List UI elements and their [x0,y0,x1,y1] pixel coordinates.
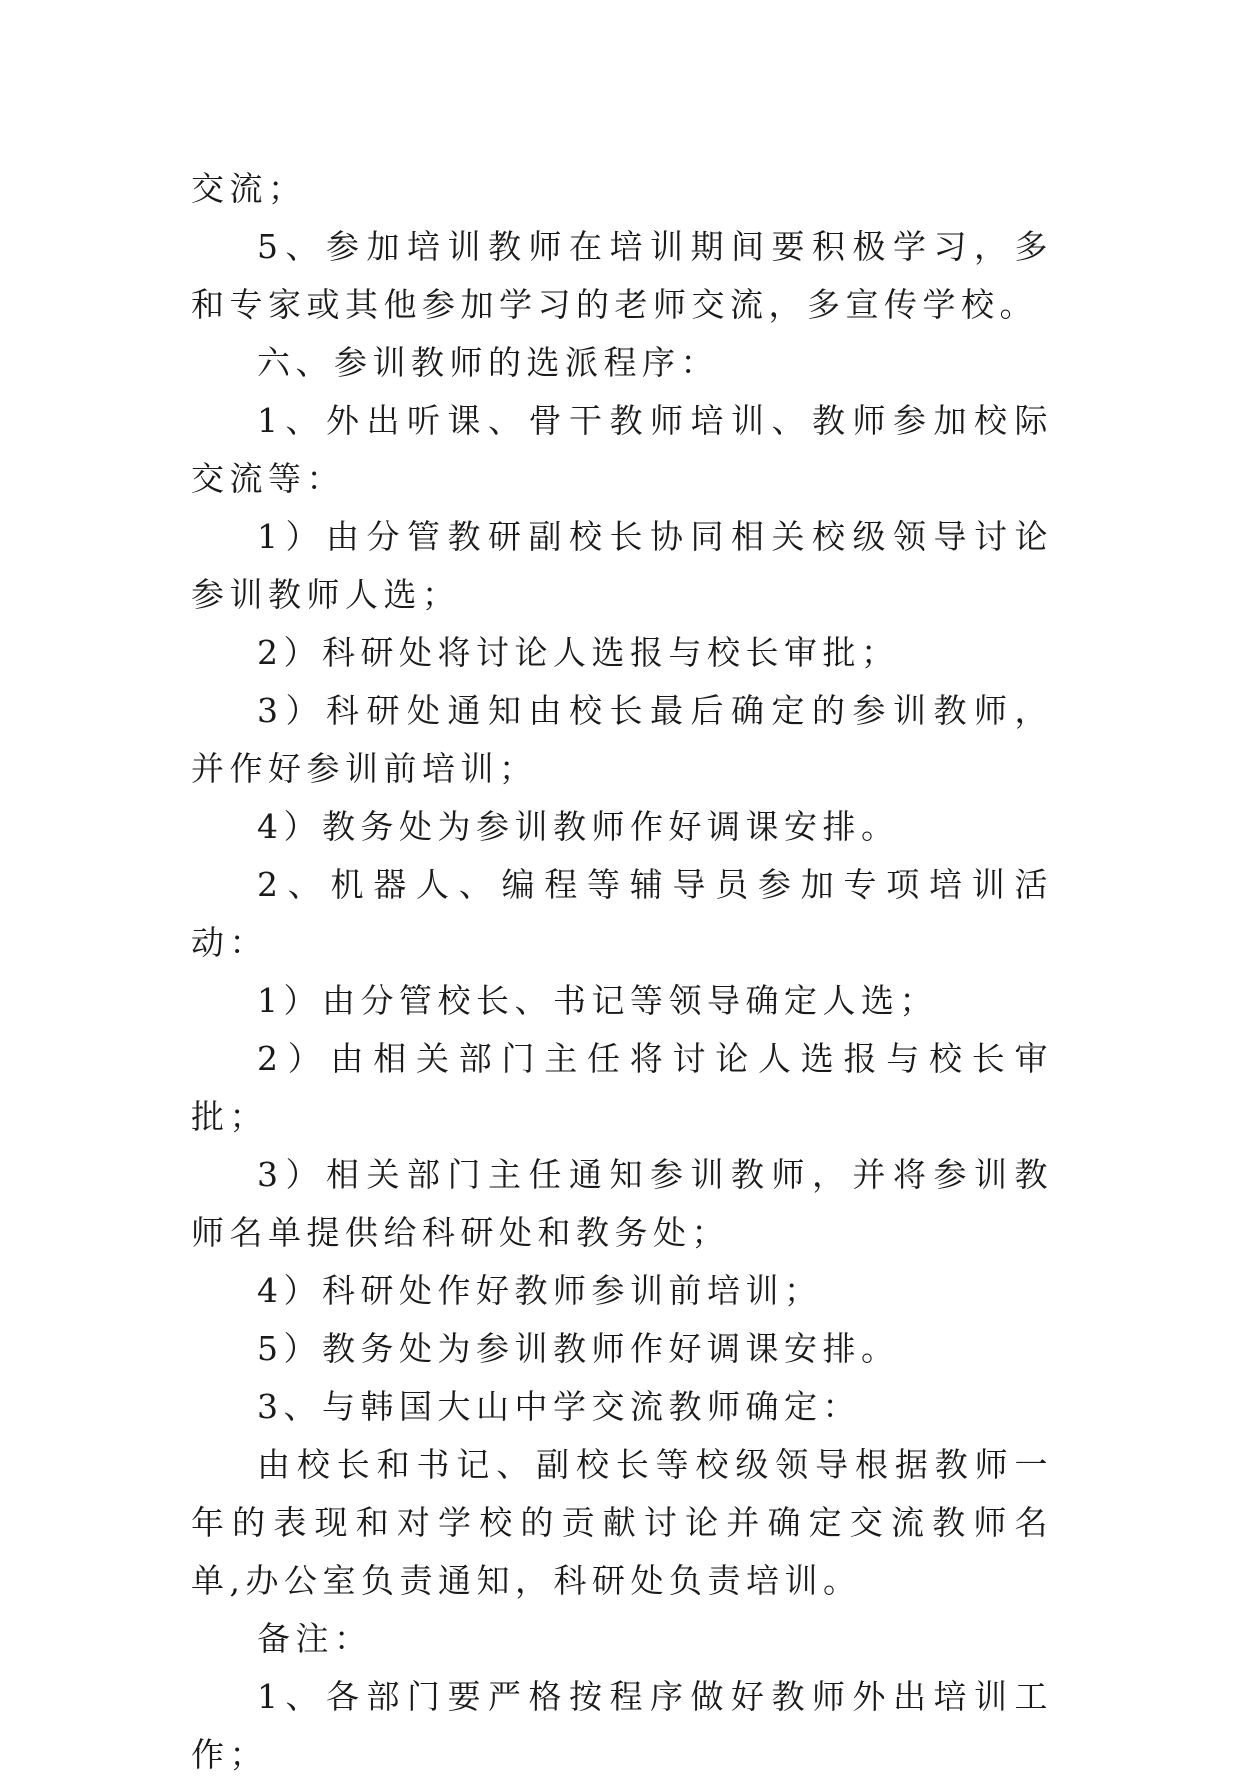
paragraph-exchange-selection: 由校长和书记、副校长等校级领导根据教师一年的表现和对学校的贡献讨论并确定交流教师名单,办公室负责通知，科研处负责培训。 [191,1445,1053,1600]
section-heading-6: 六、参训教师的选派程序： [257,343,719,382]
step-1-3: 3）科研处通知由校长最后确定的参训教师，并作好参训前培训； [191,691,1053,788]
subsection-heading-1: 1、外出听课、骨干教师培训、教师参加校际交流等： [191,401,1053,498]
remarks-heading: 备注： [257,1619,373,1658]
paragraph-item-5: 5、参加培训教师在培训期间要积极学习，多和专家或其他参加学习的老师交流，多宣传学校。 [191,227,1053,324]
step-2-2: 2）由相关部门主任将讨论人选报与校长审批； [191,1039,1053,1136]
step-2-3: 3）相关部门主任通知参训教师，并将参训教师名单提供给科研处和教务处； [191,1155,1053,1252]
step-1-4: 4）教务处为参训教师作好调课安排。 [257,807,900,846]
step-2-5: 5）教务处为参训教师作好调课安排。 [257,1329,900,1368]
document-body [191,160,1053,1784]
remark-item-1: 1、各部门要严格按程序做好教师外出培训工作； [191,1677,1053,1774]
subsection-heading-3: 3、与韩国大山中学交流教师确定： [257,1387,861,1426]
step-2-1: 1）由分管校长、书记等领导确定人选； [257,981,938,1020]
subsection-heading-2: 2、机器人、编程等辅导员参加专项培训活动： [191,865,1053,962]
step-2-4: 4）科研处作好教师参训前培训； [257,1271,823,1310]
step-1-1: 1）由分管教研副校长协同相关校级领导讨论参训教师人选； [191,517,1053,614]
paragraph-continuation: 交流； [191,169,307,208]
step-1-2: 2）科研处将讨论人选报与校长审批； [257,633,900,672]
